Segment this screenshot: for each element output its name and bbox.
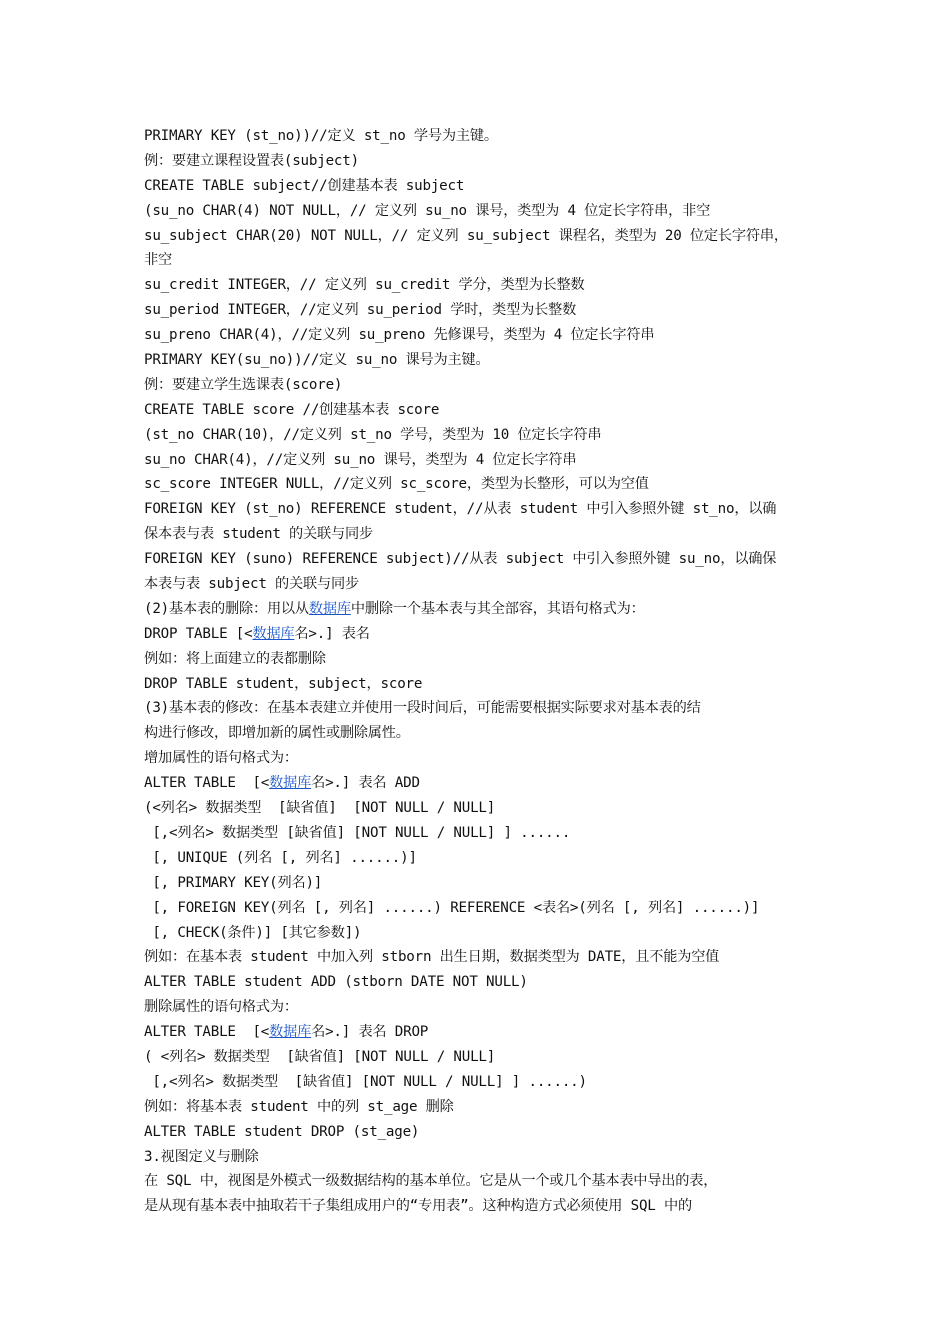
text-line — [144, 647, 816, 672]
text-segment: 例如：将上面建立的表都删除 — [144, 650, 326, 667]
text-line — [144, 149, 816, 174]
text-segment: FOREIGN KEY (suno) REFERENCE subject)//从表 subject 中引入参照外键 su_no，以确保 — [144, 551, 777, 568]
text-segment: 非空 — [144, 252, 172, 269]
text-segment: (st_no CHAR(10)，//定义列 st_no 学号，类型为 10 位定长字符串 — [144, 426, 602, 443]
database-link[interactable]: 数据库 — [252, 625, 295, 642]
text-segment: ALTER TABLE [< — [144, 775, 270, 792]
text-line — [144, 398, 816, 423]
text-segment: 例如：将基本表 student 中的列 st_age 删除 — [144, 1098, 454, 1115]
text-segment: 名>.] 表名 ADD — [311, 775, 420, 792]
text-segment: PRIMARY KEY (st_no))//定义 st_no 学号为主键。 — [144, 128, 498, 144]
text-segment: ALTER TABLE [< — [144, 1024, 270, 1041]
text-segment: 名>.] 表名 DROP — [311, 1024, 429, 1041]
text-segment: sc_score INTEGER NULL，//定义列 sc_score，类型为长整形，可以为空值 — [144, 476, 649, 493]
text-line — [144, 1020, 816, 1045]
text-line — [144, 846, 816, 871]
text-segment: 删除属性的语句格式为： — [144, 999, 298, 1016]
text-segment: 名>.] 表名 — [294, 625, 370, 642]
text-segment: (<列名> 数据类型 [缺省值] [NOT NULL / NULL] — [144, 800, 496, 817]
text-segment: (2)基本表的删除：用以从 — [144, 600, 309, 617]
text-line — [144, 721, 816, 746]
text-line — [144, 174, 816, 199]
text-line — [144, 522, 816, 547]
text-segment: 增加属性的语句格式为： — [144, 750, 298, 767]
text-line — [144, 572, 816, 597]
text-segment: ALTER TABLE student ADD (stborn DATE NOT NULL) — [144, 974, 528, 991]
text-segment: 构进行修改，即增加新的属性或删除属性。 — [144, 725, 410, 742]
text-line — [144, 1070, 816, 1095]
text-line — [144, 597, 816, 622]
text-segment: (su_no CHAR(4) NOT NULL，// 定义列 su_no 课号，类型为 4 位定长字符串，非空 — [144, 202, 711, 219]
text-segment: 3.视图定义与删除 — [144, 1148, 259, 1165]
text-line — [144, 896, 816, 921]
text-line — [144, 746, 816, 771]
text-segment: su_preno CHAR(4)，//定义列 su_preno 先修课号，类型为 4 位定长字符串 — [144, 327, 655, 344]
text-line — [144, 995, 816, 1020]
text-line — [144, 970, 816, 995]
text-line — [144, 273, 816, 298]
text-segment: 例如：在基本表 student 中加入列 stborn 出生日期，数据类型为 DATE，且不能为空值 — [144, 949, 720, 966]
text-line — [144, 373, 816, 398]
text-line — [144, 348, 816, 373]
text-line — [144, 224, 816, 249]
text-line — [144, 1095, 816, 1120]
text-line — [144, 298, 816, 323]
text-line — [144, 1169, 816, 1194]
text-segment: 例：要建立学生选课表(score) — [144, 376, 343, 393]
text-segment: DROP TABLE [< — [144, 625, 253, 642]
text-segment: [, CHECK(条件)] [其它参数]) — [144, 924, 362, 941]
text-segment: [, UNIQUE (列名 [, 列名] ......)] — [144, 849, 417, 866]
text-segment: 保本表与表 student 的关联与同步 — [144, 526, 373, 543]
text-segment: su_period INTEGER，//定义列 su_period 学时，类型为长整数 — [144, 302, 577, 319]
text-segment: CREATE TABLE subject//创建基本表 subject — [144, 177, 465, 194]
text-line — [144, 547, 816, 572]
database-link[interactable]: 数据库 — [269, 775, 312, 792]
text-segment: FOREIGN KEY (st_no) REFERENCE student，//从表 student 中引入参照外键 st_no，以确 — [144, 501, 777, 518]
text-segment: PRIMARY KEY(su_no))//定义 su_no 课号为主键。 — [144, 352, 490, 369]
text-line — [144, 622, 816, 647]
text-line — [144, 1194, 816, 1219]
text-line — [144, 472, 816, 497]
document-body — [144, 124, 816, 1219]
text-segment: ( <列名> 数据类型 [缺省值] [NOT NULL / NULL] — [144, 1048, 496, 1065]
text-line — [144, 771, 816, 796]
database-link[interactable]: 数据库 — [269, 1024, 312, 1041]
text-segment: CREATE TABLE score //创建基本表 score — [144, 401, 440, 418]
text-segment: [, PRIMARY KEY(列名)] — [144, 874, 323, 891]
database-link[interactable]: 数据库 — [308, 600, 351, 617]
text-line — [144, 796, 816, 821]
text-segment: 中删除一个基本表与其全部容，其语句格式为： — [350, 600, 645, 617]
text-line — [144, 1145, 816, 1170]
text-segment: su_credit INTEGER，// 定义列 su_credit 学分，类型为长整数 — [144, 277, 585, 294]
text-segment: su_subject CHAR(20) NOT NULL，// 定义列 su_subject 课程名，类型为 20 位定长字符串， — [144, 227, 788, 244]
text-line — [144, 672, 816, 697]
text-line — [144, 448, 816, 473]
text-line — [144, 871, 816, 896]
text-line — [144, 1120, 816, 1145]
text-line — [144, 124, 816, 149]
text-line — [144, 199, 816, 224]
text-segment: 是从现有基本表中抽取若干子集组成用户的“专用表”。这种构造方式必须使用 SQL 中的 — [144, 1198, 692, 1215]
text-line — [144, 921, 816, 946]
text-line — [144, 497, 816, 522]
text-line — [144, 1045, 816, 1070]
text-segment: su_no CHAR(4)，//定义列 su_no 课号，类型为 4 位定长字符串 — [144, 451, 577, 468]
text-segment: [, FOREIGN KEY(列名 [, 列名] ......) REFERENCE <表名>(列名 [, 列名] ......)] — [144, 899, 760, 916]
text-line — [144, 696, 816, 721]
text-segment: [,<列名> 数据类型 [缺省值] [NOT NULL / NULL] ] ...... — [144, 824, 571, 841]
text-segment: 本表与表 subject 的关联与同步 — [144, 576, 359, 593]
text-segment: 例：要建立课程设置表(subject) — [144, 152, 359, 169]
text-segment: ALTER TABLE student DROP (st_age) — [144, 1123, 420, 1140]
text-segment: 在 SQL 中，视图是外模式一级数据结构的基本单位。它是从一个或几个基本表中导出的表， — [144, 1173, 718, 1190]
text-line — [144, 323, 816, 348]
text-line — [144, 945, 816, 970]
text-line — [144, 821, 816, 846]
text-line — [144, 248, 816, 273]
text-line — [144, 423, 816, 448]
text-segment: [,<列名> 数据类型 [缺省值] [NOT NULL / NULL] ] ......) — [144, 1073, 587, 1090]
text-segment: DROP TABLE student，subject，score — [144, 675, 423, 692]
text-segment: (3)基本表的修改：在基本表建立并使用一段时间后，可能需要根据实际要求对基本表的结 — [144, 700, 701, 717]
